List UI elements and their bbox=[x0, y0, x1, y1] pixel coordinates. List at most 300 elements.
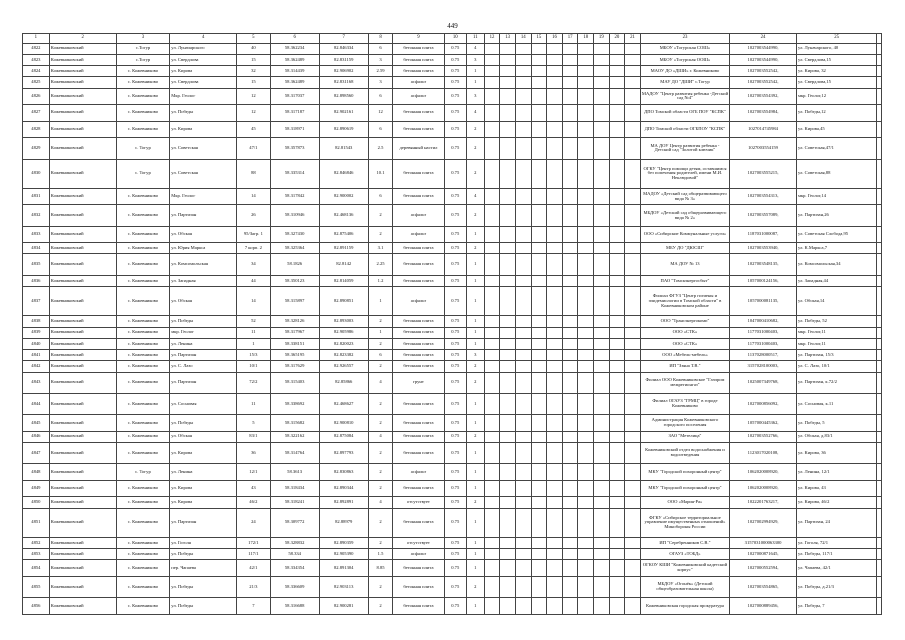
empty-cell bbox=[547, 287, 563, 316]
containers-cell: 1 bbox=[466, 316, 484, 327]
house-cell: 45 bbox=[237, 121, 270, 138]
empty-cell bbox=[877, 43, 882, 54]
empty-cell bbox=[877, 188, 882, 205]
empty-cell bbox=[562, 537, 578, 548]
table-row bbox=[23, 226, 882, 243]
empty-cell bbox=[594, 54, 610, 65]
row-number-cell: 4853 bbox=[23, 549, 50, 560]
containers-cell: 2 bbox=[466, 497, 484, 508]
longitude-cell: 82.897793 bbox=[319, 443, 368, 464]
empty-cell bbox=[625, 205, 641, 226]
empty-cell bbox=[594, 77, 610, 88]
ogrn-cell: 1057000081135, bbox=[730, 287, 797, 316]
column-number: 3 bbox=[116, 34, 170, 44]
address-cell: ул. К.Маркса,7 bbox=[797, 243, 877, 254]
empty-cell bbox=[484, 480, 500, 497]
row-number-cell: 4854 bbox=[23, 560, 50, 577]
empty-cell bbox=[594, 188, 610, 205]
settlement-cell: с. Кожевниково bbox=[116, 537, 170, 548]
organization-cell: ИП "Серебренников С.В." bbox=[640, 537, 729, 548]
empty-cell bbox=[594, 508, 610, 537]
volume-cell: 0.75 bbox=[444, 480, 466, 497]
longitude-cell: 82.890619 bbox=[319, 121, 368, 138]
empty-cell bbox=[594, 361, 610, 372]
table-row bbox=[23, 480, 882, 497]
column-number: 21 bbox=[625, 34, 641, 44]
row-number-cell: 4831 bbox=[23, 188, 50, 205]
area-cell: 3 bbox=[368, 77, 393, 88]
district-cell: Кожевниковский bbox=[49, 121, 116, 138]
empty-cell bbox=[609, 188, 625, 205]
address-cell: ул. Победы, 52 bbox=[797, 316, 877, 327]
empty-cell bbox=[594, 66, 610, 77]
latitude-cell: 58.317967 bbox=[270, 327, 319, 338]
empty-cell bbox=[625, 254, 641, 275]
surface-cell: бетонная плита bbox=[393, 338, 444, 349]
house-cell: 47/1 bbox=[237, 138, 270, 159]
empty-cell bbox=[531, 549, 547, 560]
longitude-cell: 82.905986 bbox=[319, 327, 368, 338]
settlement-cell: с. Кожевниково bbox=[116, 549, 170, 560]
surface-cell: бетонная плита bbox=[393, 159, 444, 188]
longitude-cell: 82.81543 bbox=[319, 138, 368, 159]
surface-cell: бетонная плита bbox=[393, 105, 444, 122]
surface-cell: бетонная плита bbox=[393, 316, 444, 327]
settlement-cell: с. Кожевниково bbox=[116, 188, 170, 205]
latitude-cell: 58.328126 bbox=[270, 316, 319, 327]
house-cell: 88 bbox=[237, 159, 270, 188]
empty-cell bbox=[500, 598, 516, 615]
volume-cell: 0.75 bbox=[444, 254, 466, 275]
address-cell: ул. Гоголя, 72/1 bbox=[797, 537, 877, 548]
empty-cell bbox=[531, 275, 547, 286]
empty-cell bbox=[877, 226, 882, 243]
address-cell: ул. Ленина, 12/1 bbox=[797, 464, 877, 481]
district-cell: Кожевниковский bbox=[49, 254, 116, 275]
containers-cell: 1 bbox=[466, 327, 484, 338]
latitude-cell: 58.316688 bbox=[270, 598, 319, 615]
latitude-cell: 58.357873 bbox=[270, 138, 319, 159]
empty-cell bbox=[515, 159, 531, 188]
table-row bbox=[23, 508, 882, 537]
empty-cell bbox=[594, 338, 610, 349]
empty-cell bbox=[594, 105, 610, 122]
empty-cell bbox=[515, 560, 531, 577]
empty-cell bbox=[562, 287, 578, 316]
empty-cell bbox=[578, 560, 594, 577]
empty-cell bbox=[562, 497, 578, 508]
address-cell: ул. Партизан, 15/3 bbox=[797, 350, 877, 361]
district-cell: Кожевниковский bbox=[49, 327, 116, 338]
latitude-cell: 58.336609 bbox=[270, 576, 319, 597]
empty-cell bbox=[531, 480, 547, 497]
empty-cell bbox=[609, 464, 625, 481]
empty-cell bbox=[877, 393, 882, 414]
row-number-cell: 4841 bbox=[23, 350, 50, 361]
empty-cell bbox=[500, 361, 516, 372]
row-number-cell: 4852 bbox=[23, 537, 50, 548]
empty-cell bbox=[578, 275, 594, 286]
area-cell: 2 bbox=[368, 508, 393, 537]
empty-cell bbox=[515, 254, 531, 275]
table-row bbox=[23, 188, 882, 205]
containers-cell: 2 bbox=[466, 205, 484, 226]
area-cell: 1 bbox=[368, 327, 393, 338]
address-cell: мкр. Геолог,11 bbox=[797, 338, 877, 349]
latitude-cell: 58.1826 bbox=[270, 254, 319, 275]
empty-cell bbox=[484, 243, 500, 254]
empty-cell bbox=[547, 415, 563, 432]
empty-cell bbox=[531, 43, 547, 54]
empty-cell bbox=[562, 243, 578, 254]
empty-cell bbox=[562, 576, 578, 597]
ogrn-cell: 1137028000517, bbox=[730, 350, 797, 361]
empty-cell bbox=[625, 549, 641, 560]
empty-cell bbox=[578, 287, 594, 316]
organization-cell: Администрация Кожевниковского городского поселения bbox=[640, 415, 729, 432]
empty-cell bbox=[594, 431, 610, 442]
settlement-cell: с. Кожевниково bbox=[116, 105, 170, 122]
district-cell: Кожевниковский bbox=[49, 43, 116, 54]
empty-cell bbox=[547, 205, 563, 226]
empty-cell bbox=[609, 327, 625, 338]
empty-cell bbox=[500, 338, 516, 349]
empty-cell bbox=[531, 243, 547, 254]
page-number: 449 bbox=[447, 22, 458, 30]
organization-cell: МБОУ «Тогурская СОШ» bbox=[640, 43, 729, 54]
empty-cell bbox=[500, 159, 516, 188]
volume-cell: 0.75 bbox=[444, 159, 466, 188]
empty-cell bbox=[531, 598, 547, 615]
row-number-cell: 4836 bbox=[23, 275, 50, 286]
ogrn-cell: 1027003554392, bbox=[730, 88, 797, 105]
settlement-cell: с. Кожевниково bbox=[116, 393, 170, 414]
empty-cell bbox=[578, 350, 594, 361]
empty-cell bbox=[594, 159, 610, 188]
longitude-cell: 82.846846 bbox=[319, 159, 368, 188]
area-cell: 2 bbox=[368, 598, 393, 615]
empty-cell bbox=[562, 372, 578, 393]
containers-cell: 1 bbox=[466, 77, 484, 88]
column-number: 6 bbox=[270, 34, 319, 44]
address-cell: ул. Партизан, к.72/2 bbox=[797, 372, 877, 393]
empty-cell bbox=[562, 443, 578, 464]
empty-cell bbox=[515, 226, 531, 243]
empty-cell bbox=[594, 443, 610, 464]
containers-cell: 1 bbox=[466, 537, 484, 548]
longitude-cell: 82.8142 bbox=[319, 254, 368, 275]
row-number-cell: 4840 bbox=[23, 338, 50, 349]
empty-cell bbox=[578, 138, 594, 159]
street-cell: ул. Партизан bbox=[170, 508, 237, 537]
organization-cell: ИП "Ззяна Т.В." bbox=[640, 361, 729, 372]
ogrn-cell: 1027003554984, bbox=[730, 105, 797, 122]
house-cell: 172/1 bbox=[237, 537, 270, 548]
column-number: 15 bbox=[531, 34, 547, 44]
empty-cell bbox=[500, 350, 516, 361]
containers-cell: 1 bbox=[466, 287, 484, 316]
latitude-cell: 58.315897 bbox=[270, 287, 319, 316]
settlement-cell: с. Кожевниково bbox=[116, 243, 170, 254]
volume-cell: 0.75 bbox=[444, 497, 466, 508]
empty-cell bbox=[531, 361, 547, 372]
organization-cell: ООО "Трансэнергокомп" bbox=[640, 316, 729, 327]
empty-cell bbox=[500, 316, 516, 327]
empty-cell bbox=[500, 560, 516, 577]
empty-cell bbox=[500, 415, 516, 432]
ogrn-cell: 1027003552766, bbox=[730, 431, 797, 442]
longitude-cell: 82.823382 bbox=[319, 350, 368, 361]
empty-cell bbox=[515, 105, 531, 122]
empty-cell bbox=[877, 431, 882, 442]
containers-cell: 1 bbox=[466, 393, 484, 414]
empty-cell bbox=[625, 338, 641, 349]
area-cell: 6 bbox=[368, 43, 393, 54]
surface-cell: бетонная плита bbox=[393, 576, 444, 597]
area-cell: 2 bbox=[368, 393, 393, 414]
empty-cell bbox=[515, 372, 531, 393]
empty-cell bbox=[484, 497, 500, 508]
ogrn-cell: 1022201763217, bbox=[730, 497, 797, 508]
house-cell: 32 bbox=[237, 66, 270, 77]
address-cell: мкр. Геолог,12 bbox=[797, 88, 877, 105]
empty-cell bbox=[877, 121, 882, 138]
ogrn-cell: 1027003557089, bbox=[730, 205, 797, 226]
ogrn-cell: 1027003544990, bbox=[730, 43, 797, 54]
table-row bbox=[23, 43, 882, 54]
empty-cell bbox=[877, 205, 882, 226]
empty-cell bbox=[531, 287, 547, 316]
empty-cell bbox=[500, 77, 516, 88]
column-number: 17 bbox=[562, 34, 578, 44]
empty-cell bbox=[531, 415, 547, 432]
longitude-cell: 82.468136 bbox=[319, 205, 368, 226]
ogrn-cell: 1177031000403, bbox=[730, 338, 797, 349]
surface-cell: бетонная плита bbox=[393, 480, 444, 497]
empty-cell bbox=[562, 431, 578, 442]
empty-cell bbox=[609, 497, 625, 508]
empty-cell bbox=[578, 361, 594, 372]
street-cell: ул. Ленина bbox=[170, 338, 237, 349]
table-row bbox=[23, 361, 882, 372]
ogrn-cell: 1027003553940, bbox=[730, 243, 797, 254]
empty-cell bbox=[609, 275, 625, 286]
containers-cell: 1 bbox=[466, 549, 484, 560]
volume-cell: 0.75 bbox=[444, 243, 466, 254]
volume-cell: 0.75 bbox=[444, 205, 466, 226]
street-cell: ул. Кирова bbox=[170, 121, 237, 138]
empty-cell bbox=[500, 431, 516, 442]
empty-cell bbox=[594, 243, 610, 254]
empty-cell bbox=[594, 415, 610, 432]
empty-cell bbox=[594, 598, 610, 615]
settlement-cell: с. Кожевниково bbox=[116, 287, 170, 316]
containers-cell: 1 bbox=[466, 254, 484, 275]
empty-cell bbox=[609, 415, 625, 432]
empty-cell bbox=[531, 497, 547, 508]
table-row bbox=[23, 431, 882, 442]
area-cell: 2 bbox=[368, 361, 393, 372]
ogrn-cell: 1027003554865, bbox=[730, 576, 797, 597]
volume-cell: 0.75 bbox=[444, 138, 466, 159]
house-cell: 14 bbox=[237, 188, 270, 205]
address-cell: ул. С. Лазо, 10/1 bbox=[797, 361, 877, 372]
empty-cell bbox=[547, 480, 563, 497]
latitude-cell: 58.362234 bbox=[270, 43, 319, 54]
empty-cell bbox=[547, 497, 563, 508]
empty-cell bbox=[594, 88, 610, 105]
column-number: 13 bbox=[500, 34, 516, 44]
empty-cell bbox=[531, 372, 547, 393]
house-cell: 15 bbox=[237, 77, 270, 88]
settlement-cell: с. Кожевниково bbox=[116, 254, 170, 275]
table-row bbox=[23, 66, 882, 77]
table-row bbox=[23, 121, 882, 138]
row-number-cell: 4822 bbox=[23, 43, 50, 54]
district-cell: Кожевниковский bbox=[49, 537, 116, 548]
empty-cell bbox=[531, 508, 547, 537]
empty-cell bbox=[609, 598, 625, 615]
empty-cell bbox=[531, 316, 547, 327]
latitude-cell: 58.318434 bbox=[270, 480, 319, 497]
row-number-cell: 4848 bbox=[23, 464, 50, 481]
empty-cell bbox=[578, 66, 594, 77]
empty-cell bbox=[594, 480, 610, 497]
empty-cell bbox=[578, 549, 594, 560]
street-cell: ул. Кирова bbox=[170, 443, 237, 464]
empty-cell bbox=[578, 464, 594, 481]
volume-cell: 0.75 bbox=[444, 54, 466, 65]
empty-cell bbox=[877, 549, 882, 560]
settlement-cell: с.Тогур bbox=[116, 54, 170, 65]
table-row bbox=[23, 415, 882, 432]
ogrn-cell: 1027002994929, bbox=[730, 508, 797, 537]
district-cell: Кожевниковский bbox=[49, 105, 116, 122]
containers-cell: 4 bbox=[466, 105, 484, 122]
street-cell: ул. Победы bbox=[170, 316, 237, 327]
empty-cell bbox=[531, 464, 547, 481]
address-cell: ул. Свердлова,15 bbox=[797, 77, 877, 88]
empty-cell bbox=[515, 537, 531, 548]
empty-cell bbox=[625, 66, 641, 77]
empty-cell bbox=[578, 159, 594, 188]
empty-cell bbox=[594, 138, 610, 159]
empty-cell bbox=[500, 537, 516, 548]
empty-cell bbox=[547, 54, 563, 65]
district-cell: Кожевниковский bbox=[49, 350, 116, 361]
empty-cell bbox=[877, 54, 882, 65]
address-cell: ул. Чапаева, 42/1 bbox=[797, 560, 877, 577]
empty-cell bbox=[594, 497, 610, 508]
settlement-cell: с. Кожевниково bbox=[116, 205, 170, 226]
empty-cell bbox=[609, 243, 625, 254]
empty-cell bbox=[562, 254, 578, 275]
area-cell: 2 bbox=[368, 480, 393, 497]
surface-cell: бетонная плита bbox=[393, 43, 444, 54]
empty-cell bbox=[562, 54, 578, 65]
longitude-cell: 82.890359 bbox=[319, 537, 368, 548]
column-number: 19 bbox=[594, 34, 610, 44]
latitude-cell: 58.310946 bbox=[270, 205, 319, 226]
containers-cell: 4 bbox=[466, 188, 484, 205]
empty-cell bbox=[500, 66, 516, 77]
longitude-cell: 82.900810 bbox=[319, 415, 368, 432]
empty-cell bbox=[484, 415, 500, 432]
settlement-cell: с. Кожевниково bbox=[116, 431, 170, 442]
district-cell: Кожевниковский bbox=[49, 443, 116, 464]
empty-cell bbox=[484, 43, 500, 54]
street-cell: ул. Кирова bbox=[170, 66, 237, 77]
empty-cell bbox=[625, 560, 641, 577]
table-row bbox=[23, 88, 882, 105]
house-cell: 15 bbox=[237, 54, 270, 65]
empty-cell bbox=[531, 66, 547, 77]
organization-cell: ФГКУ «Сибирское территориальное управление имущественных отношений» Минобороны России bbox=[640, 508, 729, 537]
empty-cell bbox=[484, 598, 500, 615]
volume-cell: 0.75 bbox=[444, 464, 466, 481]
containers-cell: 1 bbox=[466, 480, 484, 497]
empty-cell bbox=[500, 480, 516, 497]
row-number-cell: 4855 bbox=[23, 576, 50, 597]
empty-cell bbox=[609, 121, 625, 138]
empty-cell bbox=[578, 576, 594, 597]
area-cell: 2 bbox=[368, 443, 393, 464]
empty-cell bbox=[484, 254, 500, 275]
area-cell: 8.85 bbox=[368, 560, 393, 577]
empty-cell bbox=[500, 275, 516, 286]
column-number: 10 bbox=[444, 34, 466, 44]
empty-cell bbox=[562, 77, 578, 88]
address-cell: мкр. Геолог,14 bbox=[797, 188, 877, 205]
empty-cell bbox=[562, 121, 578, 138]
row-number-cell: 4851 bbox=[23, 508, 50, 537]
empty-cell bbox=[578, 88, 594, 105]
empty-cell bbox=[625, 121, 641, 138]
empty-cell bbox=[531, 338, 547, 349]
containers-cell: 1 bbox=[466, 508, 484, 537]
ogrn-cell: 1047000410682, bbox=[730, 316, 797, 327]
district-cell: Кожевниковский bbox=[49, 77, 116, 88]
empty-cell bbox=[594, 226, 610, 243]
surface-cell: бетонная плита bbox=[393, 254, 444, 275]
house-cell: 34 bbox=[237, 254, 270, 275]
volume-cell: 0.75 bbox=[444, 443, 466, 464]
district-cell: Кожевниковский bbox=[49, 188, 116, 205]
empty-cell bbox=[625, 327, 641, 338]
row-number-cell: 4837 bbox=[23, 287, 50, 316]
row-number-cell: 4835 bbox=[23, 254, 50, 275]
organization-cell: МАДОУ "Центр развития ребенка -Детский сад №4" bbox=[640, 88, 729, 105]
empty-cell bbox=[594, 549, 610, 560]
surface-cell: бетонная плита bbox=[393, 275, 444, 286]
empty-cell bbox=[484, 287, 500, 316]
table-row bbox=[23, 372, 882, 393]
column-number: 5 bbox=[237, 34, 270, 44]
settlement-cell: с. Тогур bbox=[116, 159, 170, 188]
empty-cell bbox=[515, 497, 531, 508]
empty-cell bbox=[515, 77, 531, 88]
empty-cell bbox=[500, 54, 516, 65]
address-cell: ул. Обская, д.83/1 bbox=[797, 431, 877, 442]
organization-cell: МКУ "Городской похоронный центр" bbox=[640, 480, 729, 497]
empty-cell bbox=[547, 188, 563, 205]
ogrn-cell: 1027003554313, bbox=[730, 188, 797, 205]
table-row bbox=[23, 443, 882, 464]
surface-cell: бетонная плита bbox=[393, 54, 444, 65]
district-cell: Кожевниковский bbox=[49, 338, 116, 349]
district-cell: Кожевниковский bbox=[49, 393, 116, 414]
district-cell: Кожевниковский bbox=[49, 243, 116, 254]
